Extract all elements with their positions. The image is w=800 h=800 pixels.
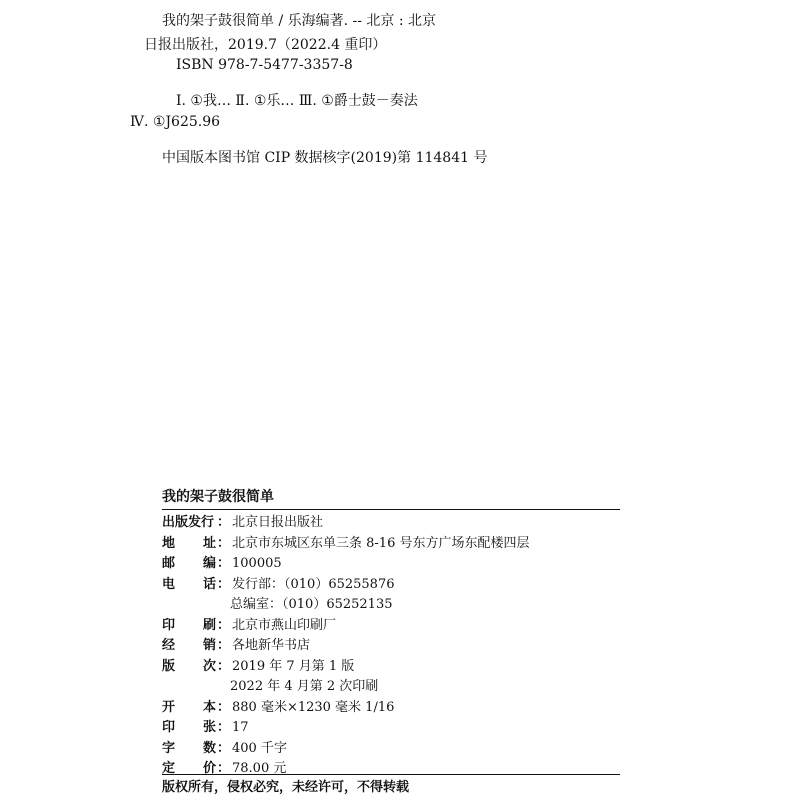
colophon-row-colon: ： bbox=[216, 535, 230, 551]
colophon-row-colon: ： bbox=[216, 761, 230, 776]
colophon-row-label bbox=[162, 513, 230, 534]
colophon-row-label bbox=[162, 616, 230, 637]
colophon-row-value: 各地新华书店 bbox=[232, 638, 311, 653]
colophon-row-label bbox=[162, 657, 230, 678]
cip-number: 中国版本图书馆 CIP 数据核字(2019)第 114841 号 bbox=[162, 150, 488, 166]
colophon-row bbox=[162, 595, 620, 616]
copyright-notice: 版权所有，侵权必究，未经许可，不得转载 bbox=[162, 780, 410, 795]
colophon-row bbox=[162, 636, 620, 657]
colophon-title-block bbox=[162, 488, 620, 508]
cip-classification-1: Ⅰ. ①我… Ⅱ. ①乐… Ⅲ. ①爵士鼓－奏法 bbox=[176, 93, 418, 109]
colophon-row bbox=[162, 534, 620, 555]
colophon-row bbox=[162, 759, 620, 780]
colophon-row-value: 北京市东城区东单三条 8-16 号东方广场东配楼四层 bbox=[232, 535, 530, 551]
colophon-row bbox=[162, 616, 620, 637]
colophon-row-label bbox=[162, 534, 230, 555]
colophon-row bbox=[162, 657, 620, 678]
colophon-row-label-text: 印 张 bbox=[162, 720, 216, 735]
colophon-row-label-text: 邮 编 bbox=[162, 556, 216, 571]
colophon-row-value: 2019 年 7 月第 1 版 bbox=[232, 658, 355, 674]
colophon-row-colon: ： bbox=[216, 617, 230, 633]
colophon-row-colon: ： bbox=[216, 740, 230, 756]
colophon-row bbox=[162, 677, 620, 698]
colophon-row-value: 北京日报出版社 bbox=[232, 515, 324, 530]
colophon-row bbox=[162, 718, 620, 739]
colophon-row-label-text: 字 数 bbox=[162, 740, 216, 756]
colophon-row-colon: ： bbox=[216, 720, 230, 735]
colophon-row-value: 78.00 元 bbox=[232, 761, 287, 776]
colophon-row-label bbox=[162, 718, 230, 739]
colophon-row-value: 总编室：（010）65252135 bbox=[230, 597, 393, 612]
colophon-row-value: 2022 年 4 月第 2 次印刷 bbox=[230, 679, 379, 694]
colophon-row-value: 17 bbox=[232, 720, 249, 735]
colophon-row-label-text: 开 本 bbox=[162, 699, 216, 715]
colophon-row-colon: ： bbox=[216, 699, 230, 715]
colophon-row-value: 400 千字 bbox=[232, 740, 287, 756]
colophon-row-value: 北京市燕山印刷厂 bbox=[232, 617, 337, 633]
cip-data-block bbox=[0, 0, 800, 180]
colophon-row-colon: ： bbox=[216, 576, 230, 592]
colophon-row-label bbox=[162, 759, 230, 780]
colophon-row-label bbox=[162, 739, 230, 760]
colophon-row-colon: ： bbox=[216, 638, 230, 653]
cip-isbn: ISBN 978-7-5477-3357-8 bbox=[176, 57, 353, 73]
colophon-row bbox=[162, 513, 620, 534]
colophon-row-label-text: 地 址 bbox=[162, 535, 216, 551]
colophon-row bbox=[162, 554, 620, 575]
colophon-row-label-text: 电 话 bbox=[162, 576, 216, 592]
cip-classification-2: Ⅳ. ①J625.96 bbox=[130, 114, 221, 130]
colophon-row-label-text: 版 次 bbox=[162, 658, 216, 674]
book-title: 我的架子鼓很简单 bbox=[162, 489, 274, 505]
colophon-row-colon: ： bbox=[216, 658, 230, 674]
colophon-row-value: 发行部：（010）65255876 bbox=[232, 576, 395, 592]
colophon-row-colon: ： bbox=[216, 515, 230, 530]
colophon-row-value: 880 毫米×1230 毫米 1/16 bbox=[232, 699, 395, 715]
colophon-row bbox=[162, 575, 620, 596]
colophon-row-label bbox=[162, 554, 230, 575]
cip-line-1: 我的架子鼓很简单 / 乐海编著. -- 北京 : 北京 bbox=[162, 13, 437, 29]
cip-line-2: 日报出版社，2019.7（2022.4 重印） bbox=[144, 37, 387, 53]
colophon-row-label-text: 定 价 bbox=[162, 761, 216, 776]
bottom-rule bbox=[162, 774, 620, 775]
colophon-row-label bbox=[162, 575, 230, 596]
colophon-row bbox=[162, 739, 620, 760]
colophon-row-label bbox=[162, 636, 230, 657]
colophon-row-label-text: 印 刷 bbox=[162, 617, 216, 633]
colophon-info bbox=[162, 513, 620, 780]
colophon-row bbox=[162, 698, 620, 719]
top-rule bbox=[162, 509, 620, 510]
colophon-row-label-text: 经 销 bbox=[162, 638, 216, 653]
colophon-row-colon: ： bbox=[216, 556, 230, 571]
colophon-row-label-text: 出版发行 bbox=[162, 515, 215, 530]
colophon-row-label bbox=[162, 698, 230, 719]
colophon-row-value: 100005 bbox=[232, 556, 282, 571]
